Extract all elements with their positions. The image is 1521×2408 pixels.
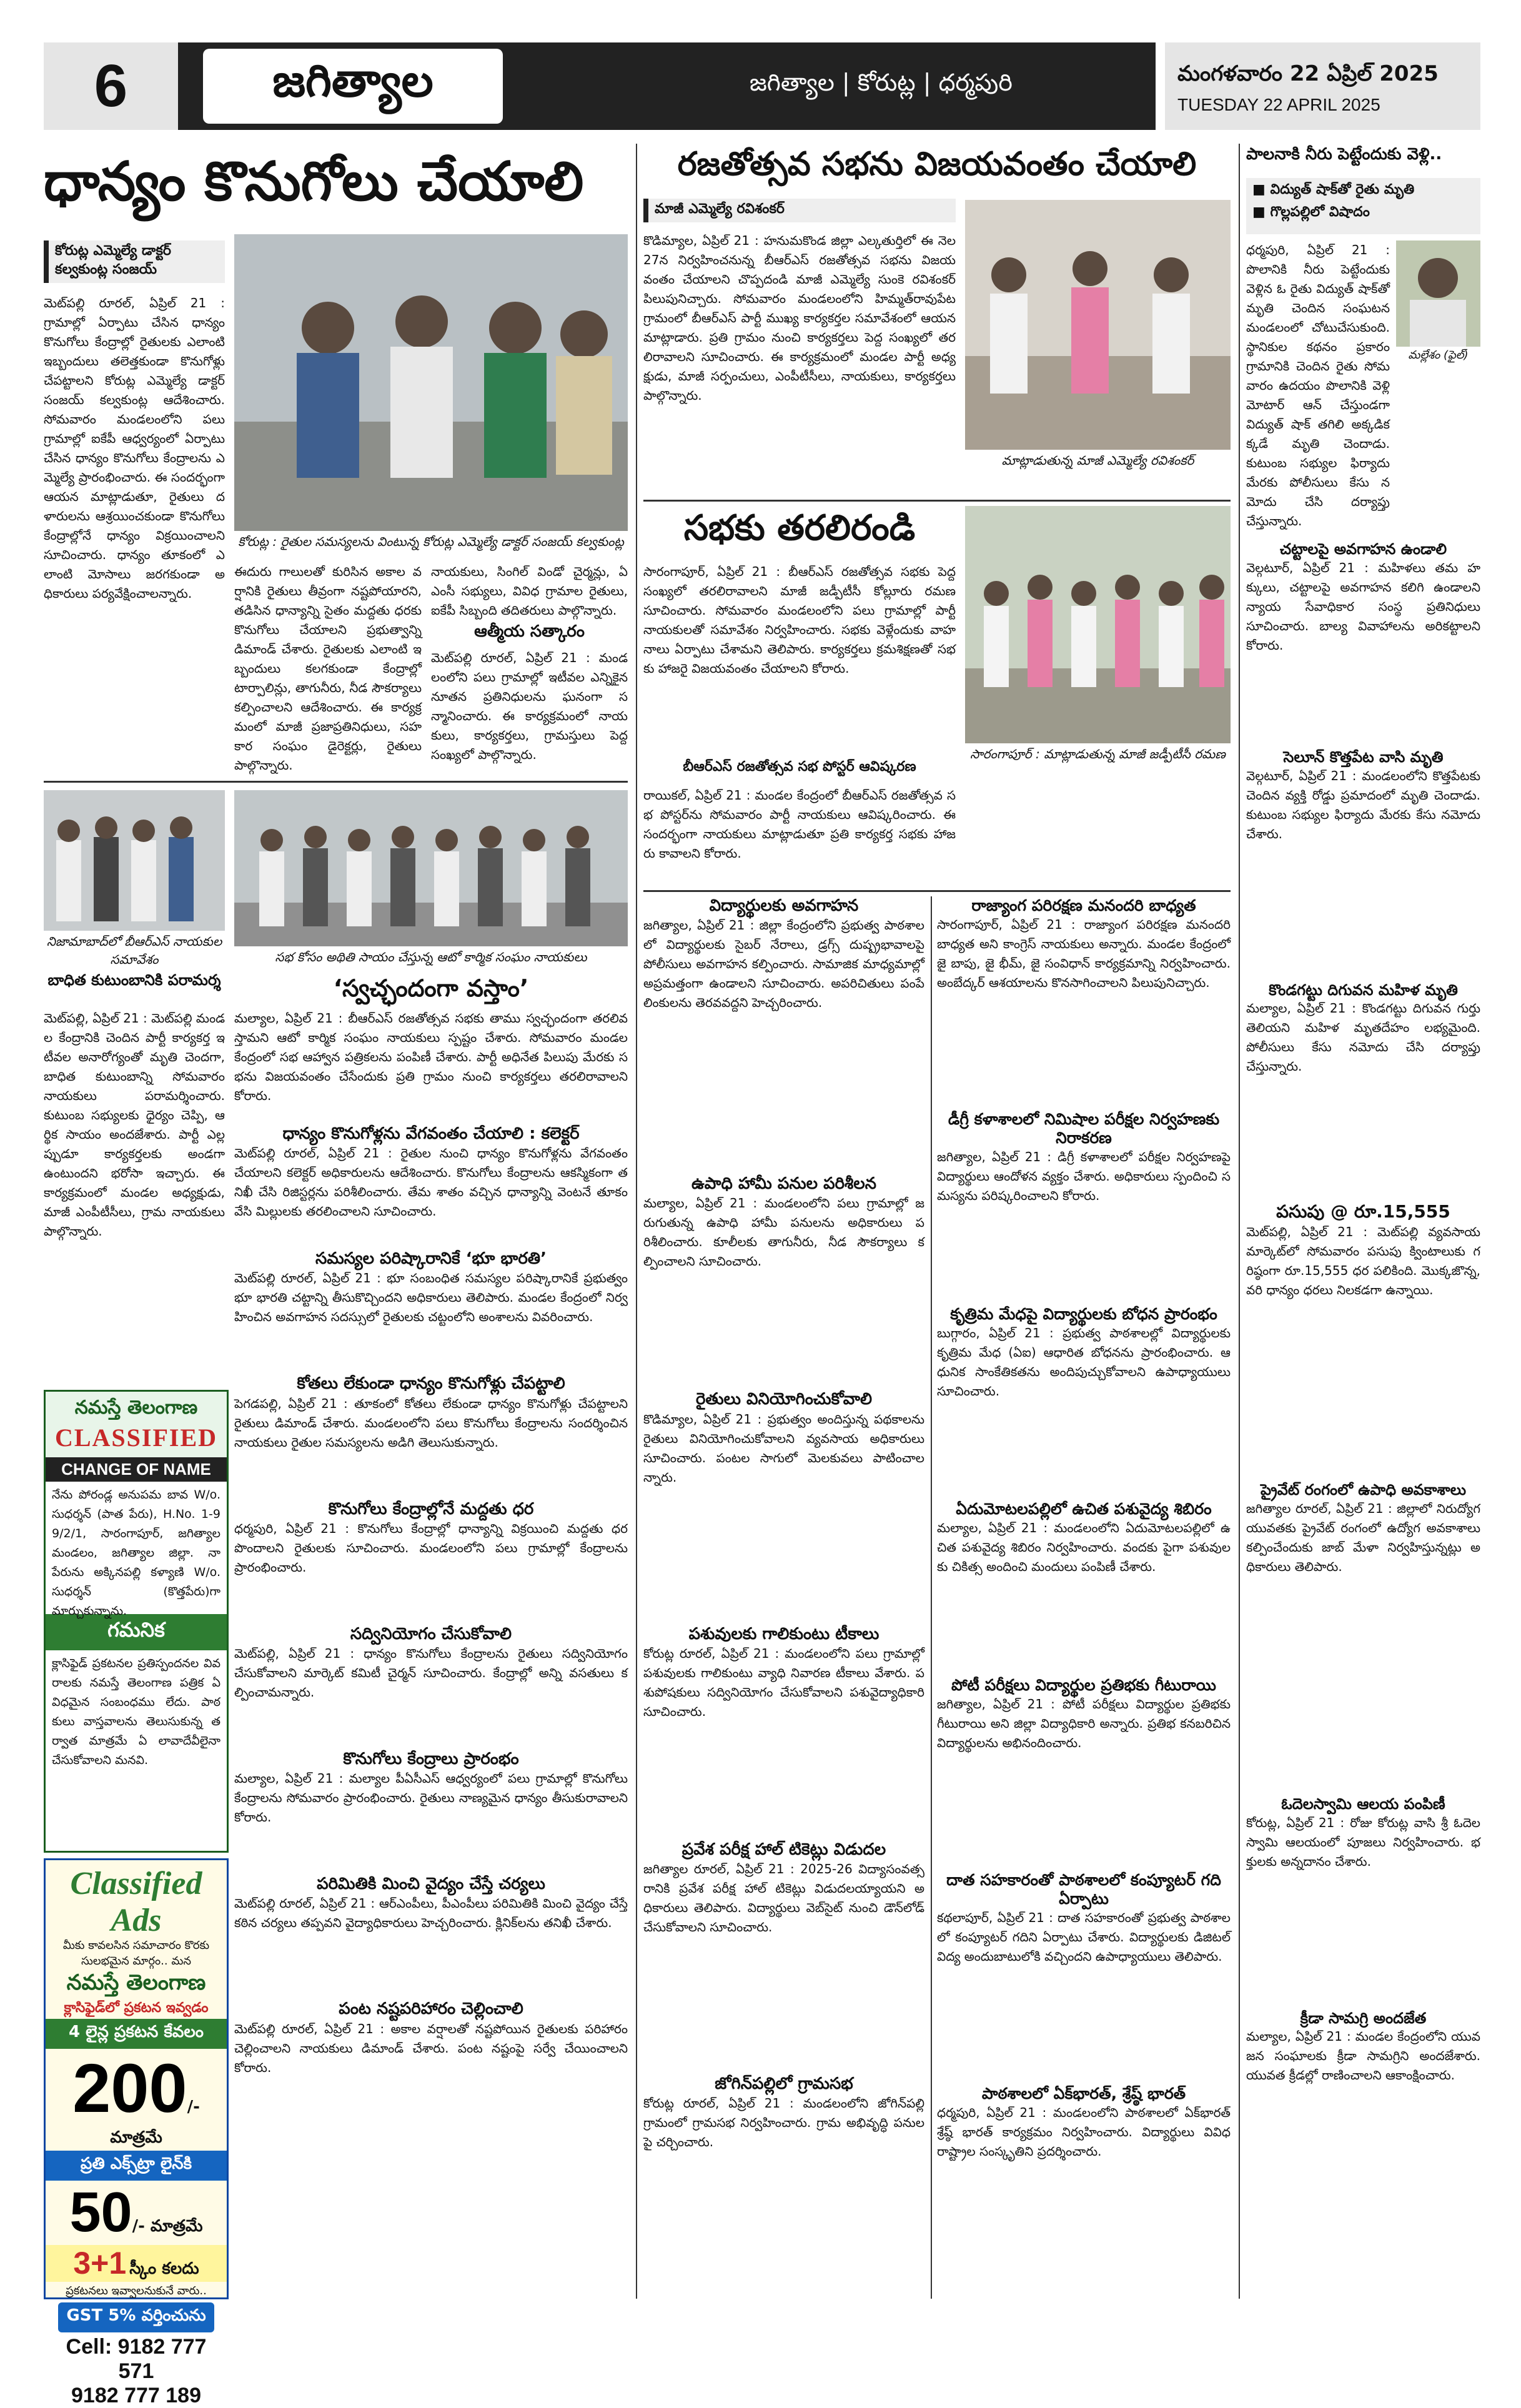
c8-text: మెట్‌పల్లి రూరల్, ఏప్రిల్ 21 : ఆర్‌ఎంపీలు, పీఎంపీలు పరిమితికి మించి వైద్యం చేస్తే కఠిన చర్యలు తప్పవని వైద్యాధికారులు హెచ్చరించారు. క్లినిక్‌లను తనిఖీ చేశారు. — [234, 1896, 628, 1931]
g-briefs — [1246, 540, 1480, 2299]
g7-title: క్రీడా సామగ్రి అందజేత — [1300, 2009, 1427, 2027]
photo-image — [1396, 240, 1480, 347]
c4-title: కోతలు లేకుండా ధాన్యం కొనుగోళ్లు చేపట్టాలి — [297, 1374, 565, 1394]
d2-headline — [643, 507, 956, 557]
f2-title: డీగ్రీ కళాశాలలో నిమిషాల పరీక్షల నిర్వహణకు నిరాకరణ — [948, 1110, 1220, 1147]
ads-brand: నమస్తే తెలంగాణ — [66, 1970, 206, 1995]
d2-photo — [965, 506, 1231, 743]
e5-title: ప్రవేశ పరీక్ష హాల్ టికెట్లు విడుదల — [681, 1840, 886, 1859]
c1-headline — [234, 974, 628, 1006]
e5-text: జగిత్యాల రూరల్, ఏప్రిల్ 21 : 2025-26 విద్యాసంవత్సరానికి ప్రవేశ పరీక్ష హాల్ టికెట్లు విడుదలయ్యాయని అధికారులు తెలిపారు. విద్యార్థులు వెబ్‌సైట్ నుంచి డౌన్‌లోడ్ చేసుకోవాలని సూచించారు. — [643, 1861, 924, 1935]
price1-unit: /- మాత్రమే — [110, 2098, 200, 2147]
c-briefs — [234, 1124, 628, 2299]
byline: మాజీ ఎమ్మెల్యే రవిశంకర్ — [643, 199, 956, 222]
g1-title: చట్టాలపై అవగాహన ఉండాలి — [1279, 540, 1447, 558]
ads-line: క్లాసిఫైడ్‌లో ప్రకటన ఇవ్వడం — [64, 2000, 209, 2016]
c1-photo — [234, 790, 628, 946]
g5-title: ప్రైవేట్ రంగంలో ఉపాధి అవకాశాలు — [1260, 1480, 1467, 1499]
g7-text: మల్యాల, ఏప్రిల్ 21 : మండల కేంద్రంలోని యువజన సంఘాలకు క్రీడా సామగ్రిని అందజేశారు. యువత క్రీడల్లో రాణించాలని ఆకాంక్షించారు. — [1246, 2029, 1480, 2083]
price2: 50 — [69, 2181, 132, 2244]
e3-text: కొడిమ్యాల, ఏప్రిల్ 21 : ప్రభుత్వం అందిస్తున్న పథకాలను రైతులు వినియోగించుకోవాలని వ్యవసాయ అధికారులు సూచించారు. పంటల సాగులో మెలకువలు పాటించాలన్నారు. — [643, 1411, 924, 1485]
e4-text: కోరుట్ల రూరల్, ఏప్రిల్ 21 : మండలంలోని పలు గ్రామాల్లో పశువులకు గాలికుంటు వ్యాధి నివారణ టీకాలు వేశారు. పశుపోషకులు సద్వినియోగం చేసుకోవాలని పశువైద్యాధికారి సూచించారు. — [643, 1645, 924, 1719]
column-rule — [636, 144, 637, 2299]
classified-title: CLASSIFIED — [54, 1424, 218, 1452]
change-of-name-text: నేను పోరండ్ల అనుపమ బావ W/o. సుధర్శన్ (పాత పేరు), H.No. 1-99/2/1, సారంగాపూర్, జగిత్యాల మండలం, జగిత్యాల జిల్లా. నా పేరును అక్కినపల్లి కళ్యాణి W/o. సుధర్శన్ (కొత్తపేరు)గా మార్చుకున్నాను. — [52, 1488, 220, 1618]
lead-text-col3 — [431, 562, 628, 775]
lead-photo-caption: కోరుట్ల : రైతుల సమస్యలను వింటున్న కోరుట్ల ఎమ్మెల్యే డాక్టర్ సంజయ్ కల్వకుంట్ల — [238, 534, 624, 549]
f4-text: మల్యాల, ఏప్రిల్ 21 : మండలంలోని ఏదుమోటలపల్లిలో ఉచిత పశువైద్య శిబిరం నిర్వహించారు. వందకు పైగా పశువులకు చికిత్స అందించి మందులు పంపిణీ చేశారు. — [937, 1520, 1231, 1574]
phone-primary: Cell: 9182 777 571 — [66, 2335, 207, 2383]
offer-row — [46, 2245, 227, 2282]
divider — [44, 781, 628, 783]
g-portrait-caption: మల్లేశం (ఫైల్) — [1408, 349, 1469, 362]
masthead — [44, 42, 1480, 130]
offer-note: ప్రకటనలు ఇవ్వాలనుకునే వారు.. — [66, 2284, 207, 2297]
section-title: జగిత్యాల — [203, 49, 503, 124]
f4-title: ఏదుమోటలపల్లిలో ఉచిత పశువైద్య శిబిరం — [956, 1500, 1212, 1518]
photo-image — [234, 790, 628, 946]
phone-secondary: 9182 777 189 — [71, 2384, 201, 2407]
divider — [643, 890, 1231, 892]
b1-title: బాధిత కుటుంబానికి పరామర్శ — [47, 971, 221, 989]
bullet-icon: ■ — [1252, 204, 1271, 220]
b1-text: మెట్‌పల్లి, ఏప్రిల్‌ 21 : మెట్‌పల్లి మండల కేంద్రానికి చెందిన పార్టీ కార్యకర్త ఇటీవల అనారోగ్యంతో మృతి చెందగా, బాధిత కుటుంబాన్ని సోమవారం నాయకులు పరామర్శించారు. కుటుంబ సభ్యులకు ధైర్యం చెప్పి, ఆర్థిక సాయం అందజేశారు. పార్టీ ఎల్లప్పుడూ కార్యకర్తలకు అండగా ఉంటుందని భరోసా ఇచ్చారు. ఈ కార్యక్రమంలో మండల అధ్యక్షుడు, మాజీ ఎంపీటీసీలు, గ్రామ నాయకులు పాల్గొన్నారు. — [44, 1011, 225, 1239]
e6-title: జోగిన్‌పల్లిలో గ్రామసభ — [715, 2074, 853, 2093]
g-bullet-2 — [1246, 204, 1480, 223]
lines-label: 4 లైన్ల ప్రకటన కేవలం — [46, 2019, 227, 2049]
lead-col3b-text: మెట్‌పల్లి రూరల్‌, ఏప్రిల్‌ 21 : మండలంలోని పలు గ్రామాల్లో ఇటీవల ఎన్నికైన నూతన ప్రతినిధులను ఘనంగా సన్మానించారు. ఈ కార్యక్రమంలో నాయకులు, కార్యకర్తలు, గ్రామస్తులు పెద్ద సంఖ్యలో పాల్గొన్నారు. — [431, 650, 628, 762]
c8-title: పరిమితికి మించి వైద్యం చేస్తే చర్యలు — [317, 1875, 545, 1894]
g-headline — [1246, 145, 1480, 176]
divider — [643, 500, 1231, 502]
g1-text: వెల్గటూర్, ఏప్రిల్ 21 : మహిళలు తమ హక్కులు, చట్టాలపై అవగాహన కలిగి ఉండాలని న్యాయ సేవాధికార సంస్థ ప్రతినిధులు సూచించారు. బాల్య వివాహాలను అరికట్టాలని కోరారు. — [1246, 560, 1480, 653]
c5-title: కొనుగోలు కేంద్రాల్లోనే మద్దతు ధర — [328, 1499, 534, 1519]
page-number: 6 — [44, 42, 178, 130]
c9-title: పంట నష్టపరిహారం చెల్లించాలి — [339, 1999, 523, 2019]
g-bullets — [1246, 178, 1480, 234]
brand-name: నమస్తే తెలంగాణ — [74, 1397, 198, 1419]
offer-label: స్కీం కలదు — [129, 2259, 199, 2278]
g-title: పాలనాకి నీరు పెట్టేందుకు వెళ్లి.. — [1246, 145, 1442, 164]
column-rule — [931, 896, 932, 2299]
f5-text: జగిత్యాల, ఏప్రిల్ 21 : పోటీ పరీక్షలు విద్యార్థుల ప్రతిభకు గీటురాయి అని జిల్లా విద్యాధికారి అన్నారు. ప్రతిభ కనబరిచిన విద్యార్థులను అభినందించారు. — [937, 1697, 1231, 1750]
date-english: TUESDAY 22 APRIL 2025 — [1177, 95, 1380, 114]
e4-title: పశువులకు గాలికుంటు టీకాలు — [688, 1624, 879, 1643]
d1-caption: మాట్లాడుతున్న మాజీ ఎమ్మెల్యే రవిశంకర్ — [1001, 453, 1194, 468]
lead-col3-text: నాయకులు, సింగిల్ విండో చైర్మన్లు, ఏఎంసీ సభ్యులు, వివిధ గ్రామాల రైతులు, ఐకేపీ సిబ్బంది తదితరులు పాల్గొన్నారు. — [431, 564, 628, 618]
extra-line-label: ప్రతి ఎక్స్‌ట్రా లైన్‌కి — [46, 2151, 227, 2181]
g5-text: జగిత్యాల రూరల్, ఏప్రిల్ 21 : జిల్లాలో నిరుద్యోగ యువతకు ప్రైవేట్ రంగంలో ఉద్యోగ అవకాశాలు కల్పించేందుకు జాబ్ మేళా నిర్వహిస్తున్నట్లు అధికారులు తెలిపారు. — [1246, 1500, 1480, 1574]
f-briefs — [937, 896, 1231, 2299]
d2-caption: సారంగాపూర్ : మాట్లాడుతున్న మాజీ జడ్పీటీసీ రమణ — [970, 746, 1226, 761]
d2-subhead — [643, 759, 956, 784]
date-box — [1165, 42, 1480, 130]
b1-caption: నిజామాబాద్‌లో బీఆర్ఎస్ నాయకుల సమావేశం — [46, 934, 222, 967]
classified-header — [46, 1392, 227, 1457]
notice-title: గమనిక — [46, 1614, 227, 1650]
bullet-icon: ■ — [1252, 182, 1271, 197]
g3-text: మల్యాల, ఏప్రిల్ 21 : కొండగట్టు దిగువన గుర్తు తెలియని మహిళ మృతదేహం లభ్యమైంది. పోలీసులు కేసు నమోదు చేసి దర్యాప్తు చేస్తున్నారు. — [1246, 1001, 1480, 1074]
c3-text: మెట్‌పల్లి రూరల్, ఏప్రిల్ 21 : భూ సంబంధిత సమస్యల పరిష్కారానికే ప్రభుత్వం భూ భారతి చట్టాన్ని తీసుకొచ్చిందని అధికారులు తెలిపారు. మండల కేంద్రంలో నిర్వహించిన అవగాహన సదస్సులో రైతులకు చట్టంలోని అంశాలను వివరించారు. — [234, 1271, 628, 1325]
d1-title: రజతోత్సవ సభను విజయవంతం చేయాలి — [677, 146, 1197, 183]
column-rule — [1239, 144, 1240, 2299]
d1-byline — [643, 199, 956, 227]
c2-title: ధాన్యం కొనుగోళ్లను వేగవంతం చేయాలి : కలెక్టర్ — [282, 1124, 580, 1143]
classified-rate-ad — [44, 1858, 229, 2407]
article-headline-lead — [44, 150, 628, 234]
d1-headline — [643, 145, 1231, 195]
photo-image — [965, 200, 1231, 450]
c1-text: మల్యాల, ఏప్రిల్ 21 : బీఆర్‌ఎస్ రజతోత్సవ సభకు తాము స్వచ్ఛందంగా తరలివస్తామని ఆటో కార్మిక సంఘం నాయకులు స్పష్టం చేశారు. సోమవారం మండల కేంద్రంలో సభ ఆహ్వాన పత్రికలను పంపిణీ చేశారు. పార్టీ అధినేత పిలుపు మేరకు సభను విజయవంతం చేసేందుకు ప్రతి గ్రామం నుంచి కార్యకర్తలు తరలిరావాలని కోరారు. — [234, 1011, 628, 1103]
f7-title: పాఠశాలలో ఏక్‌భారత్, శ్రేష్ఠ్ భారత్ — [981, 2084, 1186, 2103]
change-of-name-title: CHANGE OF NAME — [46, 1457, 227, 1482]
f1-title: రాజ్యాంగ పరిరక్షణ మనందరి బాధ్యత — [971, 896, 1196, 914]
d1-text: కొడిమ్యాల, ఏప్రిల్ 21 : హనుమకొండ జిల్లా ఎల్కతుర్తిలో ఈ నెల 27న నిర్వహించనున్న బీఆర్‌ఎస్ రజతోత్సవ సభను విజయవంతం చేయాలని చొప్పదండి మాజీ ఎమ్మెల్యే సుంకె రవిశంకర్ పిలుపునిచ్చారు. సోమవారం మండలంలోని హిమ్మత్‌రావుపేట గ్రామంలో బీఆర్‌ఎస్ పార్టీ ముఖ్య కార్యకర్తల సమావేశంలో ఆయన మాట్లాడారు. ప్రతి గ్రామం నుంచి కార్యకర్తలు పెద్ద సంఖ్యలో తరలిరావాలని సూచించారు. ఈ కార్యక్రమంలో మండల పార్టీ అధ్యక్షుడు, మాజీ సర్పంచులు, ఎంపీటీసీలు, నాయకులు, కార్యకర్తలు పాల్గొన్నారు. — [643, 233, 956, 403]
g6-title: ఓదెలస్వామి ఆలయ పంపిణీ — [1281, 1795, 1445, 1813]
g2-title: సెలూన్ కొత్తపేట వాసి మృతి — [1283, 748, 1444, 766]
c6-text: మెట్‌పల్లి, ఏప్రిల్ 21 : ధాన్యం కొనుగోలు కేంద్రాలను రైతులు సద్వినియోగం చేసుకోవాలని మార్కెట్ కమిటీ చైర్మన్ సూచించారు. కేంద్రాల్లో అన్ని వసతులు కల్పించామన్నారు. — [234, 1645, 628, 1700]
c6-title: సద్వినియోగం చేసుకోవాలి — [350, 1624, 512, 1643]
b1-headline — [44, 971, 225, 1006]
g-bullet-1 — [1246, 178, 1480, 204]
date-telugu: మంగళవారం 22 ఏప్రిల్ 2025 — [1177, 61, 1439, 86]
f6-title: దాత సహకారంతో పాఠశాలలో కంప్యూటర్ గది ఏర్పాటు — [946, 1871, 1221, 1908]
lead-headline: ధాన్యం కొనుగోలు చేయాలి — [44, 151, 584, 213]
f3-title: కృత్రిమ మేధపై విద్యార్థులకు బోధన ప్రారంభం — [950, 1305, 1217, 1323]
c3-title: సమస్యల పరిష్కారానికే ‘భూ భారతి’ — [315, 1249, 547, 1269]
ads-title: Classified Ads — [70, 1866, 202, 1938]
d2-title: సభకు తరలిరండి — [683, 508, 916, 548]
f1-text: సారంగాపూర్, ఏప్రిల్ 21 : రాజ్యాంగ పరిరక్షణ మనందరి బాధ్యత అని కాంగ్రెస్ నాయకులు అన్నారు. మండల కేంద్రంలో జై బాపు, జై భీమ్, జై సంవిధాన్ కార్యక్రమాన్ని నిర్వహించారు. అంబేద్కర్ ఆశయాలను కొనసాగించాలని పిలుపునిచ్చారు. — [937, 917, 1231, 990]
g-bullet-text: విద్యుత్ షాక్‌తో రైతు మృతి — [1270, 182, 1415, 197]
e3-title: రైతులు వినియోగించుకోవాలి — [695, 1390, 873, 1409]
c1-title: ‘స్వచ్ఛందంగా వస్తాం’ — [333, 974, 529, 1002]
d2-text2: రాయికల్, ఏప్రిల్ 21 : మండల కేంద్రంలో బీఆర్‌ఎస్ రజతోత్సవ సభ పోస్టర్‌ను సోమవారం పార్టీ నాయకులు ఆవిష్కరించారు. ఈ సందర్భంగా నాయకులు మాట్లాడుతూ ప్రతి కార్యకర్త సభకు హాజరు కావాలని కోరారు. — [643, 788, 956, 861]
f7-text: ధర్మపురి, ఏప్రిల్ 21 : మండలంలోని పాఠశాలలో ఏక్‌భారత్ శ్రేష్ఠ్ భారత్ కార్యక్రమం నిర్వహించారు. విద్యార్థులు వివిధ రాష్ట్రాల సంస్కృతిని ప్రదర్శించారు. — [937, 2105, 1231, 2159]
classified-ad — [44, 1390, 229, 1853]
d1-photo — [965, 200, 1231, 450]
offer: 3+1 — [73, 2246, 127, 2281]
price2-unit: /- మాత్రమే — [132, 2217, 203, 2236]
photo-image — [44, 790, 225, 931]
photo-image — [965, 506, 1231, 743]
g4-text: మెట్‌పల్లి, ఏప్రిల్ 21 : మెట్‌పల్లి వ్యవసాయ మార్కెట్‌లో సోమవారం పసుపు క్వింటాలుకు గరిష్ఠంగా రూ.15,555 ధర పలికింది. మొక్కజొన్న, వరి ధాన్యం ధరలు నిలకడగా ఉన్నాయి. — [1246, 1224, 1480, 1297]
g2-text: వెల్గటూర్, ఏప్రిల్ 21 : మండలంలోని కొత్తపేటకు చెందిన వ్యక్తి రోడ్డు ప్రమాదంలో మృతి చెందాడు. కుటుంబ సభ్యుల ఫిర్యాదు మేరకు కేసు నమోదు చేశారు. — [1246, 768, 1480, 841]
c5-text: ధర్మపురి, ఏప్రిల్ 21 : కొనుగోలు కేంద్రాల్లో ధాన్యాన్ని విక్రయించి మద్దతు ధర పొందాలని రైతులకు సూచించారు. మండలంలోని పలు గ్రామాల్లో కేంద్రాలను ప్రారంభించారు. — [234, 1520, 628, 1575]
c7-text: మల్యాల, ఏప్రిల్ 21 : మల్యాల పీఏసీఎస్ ఆధ్వర్యంలో పలు గ్రామాల్లో కొనుగోలు కేంద్రాలను సోమవారం ప్రారంభించారు. రైతులు నాణ్యమైన ధాన్యం తీసుకురావాలని కోరారు. — [234, 1771, 628, 1825]
price1-row — [46, 2049, 227, 2151]
ads-subtitle: మీకు కావలసిన సమాచారం కొరకు సులభమైన మార్గం.. మన — [62, 1939, 210, 1968]
notice-text: క్లాసిఫైడ్ ప్రకటనల ప్రతిస్పందనల వివరాలకు నమస్తే తెలంగాణ పత్రిక ఏ విధమైన సంబంధము లేదు. పాఠకులు వాస్తవాలను తెలుసుకున్న తర్వాత మాత్రమే ఏ లావాదేవీలైనా చేసుకోవాలని మనవి. — [52, 1657, 220, 1767]
d2-text: సారంగాపూర్, ఏప్రిల్ 21 : బీఆర్‌ఎస్ రజతోత్సవ సభకు పెద్ద సంఖ్యలో తరలిరావాలని మాజీ జడ్పీటీసీ కోల్లూరు రమణ సూచించారు. సోమవారం మండలంలోని పలు గ్రామాల్లో పార్టీ నాయకులతో సమావేశం నిర్వహించారు. సభకు వెళ్లేందుకు వాహనాలు ఏర్పాటు చేశామని తెలిపారు. కార్యకర్తలు క్రమశిక్షణతో సభకు హాజరై విజయవంతం చేయాలని కోరారు. — [643, 564, 956, 676]
price1: 200 — [72, 2050, 187, 2127]
f5-title: పోటీ పరీక్షలు విద్యార్థుల ప్రతిభకు గీటురాయి — [951, 1676, 1216, 1694]
e1-title: విద్యార్థులకు అవగాహన — [709, 896, 859, 915]
lead-text-col1: మెట్‌పల్లి రూరల్‌, ఏప్రిల్‌ 21 : గ్రామాల్లో ఏర్పాటు చేసిన ధాన్యం కొనుగోలు కేంద్రాల్లో రైతులకు ఎలాంటి ఇబ్బందులు తలెత్తకుండా కొనుగోళ్లు చేపట్టాలని కోరుట్ల ఎమ్మెల్యే డాక్టర్ సంజయ్ కల్వకుంట్ల ఆదేశించారు. సోమవారం మండలంలోని పలు గ్రామాల్లో ఐకేపీ ఆధ్వర్యంలో ఏర్పాటు చేసిన ధాన్యం కొనుగోలు కేంద్రాలను ఎమ్మెల్యే ప్రారంభించారు. ఈ సందర్భంగా ఆయన మాట్లాడుతూ, రైతులు దళారులను ఆశ్రయించకుండా కొనుగోలు కేంద్రాల్లోనే ధాన్యం విక్రయించాలని సూచించారు. ధాన్యం తూకంలో ఎలాంటి మోసాలు జరగకుండా అధికారులు పర్యవేక్షించాలన్నారు. — [44, 295, 225, 601]
d2-sub: బీఆర్‌ఎస్ రజతోత్సవ సభ పోస్టర్ ఆవిష్కరణ — [683, 759, 916, 775]
section-locations: జగిత్యాల | కోరుట్ల | ధర్మపురి — [750, 69, 1013, 96]
byline: కోరుట్ల ఎమ్మెల్యే డాక్టర్ కల్వకుంట్ల సంజయ్ — [44, 240, 225, 283]
g-portrait — [1396, 240, 1480, 347]
g6-text: కోరుట్ల, ఏప్రిల్ 21 : రోజు కోరుట్ల వాసి శ్రీ ఓదెలస్వామి ఆలయంలో పూజలు నిర్వహించారు. భక్తులకు అన్నదానం చేశారు. — [1246, 1815, 1480, 1869]
photo-image — [234, 234, 628, 531]
e-briefs — [643, 896, 924, 2299]
lead-text-col2: ఈదురు గాలులతో కురిసిన అకాల వర్షానికి రైతులు తీవ్రంగా నష్టపోయారని, తడిసిన ధాన్యాన్ని సైతం మద్దతు ధరకు కొనుగోలు చేయాలని ప్రభుత్వాన్ని డిమాండ్ చేశారు. రైతులకు ఎలాంటి ఇబ్బందులు కలగకుండా కేంద్రాల్లో టార్పాలిన్లు, తాగునీరు, నీడ సౌకర్యాలు కల్పించాలని ఆదేశించారు. ఈ కార్యక్రమంలో మాజీ ప్రజాప్రతినిధులు, సహకార సంఘం డైరెక్టర్లు, రైతులు పాల్గొన్నారు. — [234, 564, 422, 773]
lead-subhead: ఆత్మీయ సత్కారం — [474, 622, 585, 641]
f2-text: జగిత్యాల, ఏప్రిల్ 21 : డిగ్రీ కళాశాలలో పరీక్షల నిర్వహణపై విద్యార్థులు ఆందోళన వ్యక్తం చేశారు. అధికారులు స్పందించి సమస్యను పరిష్కరించాలని కోరారు. — [937, 1149, 1231, 1203]
g3-title: కొండగట్టు దిగువన మహిళ మృతి — [1269, 981, 1458, 999]
g-bullet-text: గొల్లపల్లిలో విషాదం — [1270, 204, 1370, 220]
price2-row — [46, 2181, 227, 2245]
c4-text: పెగడపల్లి, ఏప్రిల్ 21 : తూకంలో కోతలు లేకుండా ధాన్యం కొనుగోళ్లు చేపట్టాలని రైతులు డిమాండ్ చేశారు. మండలంలోని పలు కొనుగోలు కేంద్రాలను సందర్శించిన నాయకులు రైతుల సమస్యలను అడిగి తెలుసుకున్నారు. — [234, 1395, 628, 1450]
b1-photo — [44, 790, 225, 931]
g-text: ధర్మపురి, ఏప్రిల్ 21 : పొలానికి నీరు పెట్టేందుకు వెళ్లిన ఓ రైతు విద్యుత్ షాక్‌తో మృతి చెందిన సంఘటన మండలంలో చోటుచేసుకుంది. స్థానికుల కథనం ప్రకారం గ్రామానికి చెందిన రైతు సోమవారం ఉదయం పొలానికి వెళ్లి మోటార్ ఆన్ చేస్తుండగా విద్యుత్ షాక్ తగిలి అక్కడికక్కడే మృతి చెందాడు. కుటుంబ సభ్యుల ఫిర్యాదు మేరకు పోలీసులు కేసు నమోదు చేసి దర్యాప్తు చేస్తున్నారు. — [1246, 242, 1390, 528]
e1-text: జగిత్యాల, ఏప్రిల్ 21 : జిల్లా కేంద్రంలోని ప్రభుత్వ పాఠశాలలో విద్యార్థులకు సైబర్ నేరాలు, డ్రగ్స్ దుష్ప్రభావాలపై పోలీసులు అవగాహన కల్పించారు. సామాజిక మాధ్యమాల్లో అప్రమత్తంగా ఉండాలని సూచించారు. అపరిచితులు పంపే లింకులను తెరవవద్దని హెచ్చరించారు. — [643, 918, 924, 1011]
lead-photo — [234, 234, 628, 531]
c7-title: కొనుగోలు కేంద్రాలు ప్రారంభం — [343, 1749, 519, 1768]
c1-caption: సభ కోసం అథితి సాయం చేస్తున్న ఆటో కార్మిక సంఘం నాయకులు — [275, 949, 587, 964]
c9-text: మెట్‌పల్లి రూరల్, ఏప్రిల్ 21 : అకాల వర్షాలతో నష్టపోయిన రైతులకు పరిహారం చెల్లించాలని నాయకులు డిమాండ్ చేశారు. పంట నష్టంపై సర్వే చేయించాలని కోరారు. — [234, 2021, 628, 2075]
e2-text: మల్యాల, ఏప్రిల్ 21 : మండలంలోని పలు గ్రామాల్లో జరుగుతున్న ఉపాధి హామీ పనులను అధికారులు పరిశీలించారు. కూలీలకు తాగునీరు, నీడ సౌకర్యాలు కల్పించాలని సూచించారు. — [643, 1196, 924, 1269]
lead-byline — [44, 240, 225, 287]
gst-note: GST 5% వర్తించును — [58, 2302, 214, 2332]
e2-title: ఉపాధి హామీ పనుల పరిశీలన — [691, 1174, 876, 1194]
e6-text: కోరుట్ల రూరల్, ఏప్రిల్ 21 : మండలంలోని జోగిన్‌పల్లి గ్రామంలో గ్రామసభ నిర్వహించారు. గ్రామ అభివృద్ధి పనులపై చర్చించారు. — [643, 2096, 924, 2150]
g4-title: పసుపు @ రూ.15,555 — [1276, 1201, 1450, 1222]
f3-text: బుగ్గారం, ఏప్రిల్ 21 : ప్రభుత్వ పాఠశాలల్లో విద్యార్థులకు కృత్రిమ మేధ (ఏఐ) ఆధారిత బోధనను ప్రారంభించారు. ఆధునిక సాంకేతికతను అందిపుచ్చుకోవాలని ఉపాధ్యాయులు సూచించారు. — [937, 1325, 1231, 1399]
c2-text: మెట్‌పల్లి రూరల్, ఏప్రిల్ 21 : రైతుల నుంచి ధాన్యం కొనుగోళ్లను వేగవంతం చేయాలని కలెక్టర్ అధికారులను ఆదేశించారు. కొనుగోలు కేంద్రాలను ఆకస్మికంగా తనిఖీ చేసి రిజిస్టర్లను పరిశీలించారు. తేమ శాతం వచ్చిన ధాన్యాన్ని వెంటనే తూకం వేసి మిల్లులకు తరలించాలని సూచించారు. — [234, 1146, 628, 1219]
f6-text: కథలాపూర్, ఏప్రిల్ 21 : దాత సహకారంతో ప్రభుత్వ పాఠశాలలో కంప్యూటర్ గదిని ఏర్పాటు చేశారు. విద్యార్థులకు డిజిటల్ విద్య అందుబాటులోకి వచ్చిందని ఉపాధ్యాయులు తెలిపారు. — [937, 1910, 1231, 1964]
